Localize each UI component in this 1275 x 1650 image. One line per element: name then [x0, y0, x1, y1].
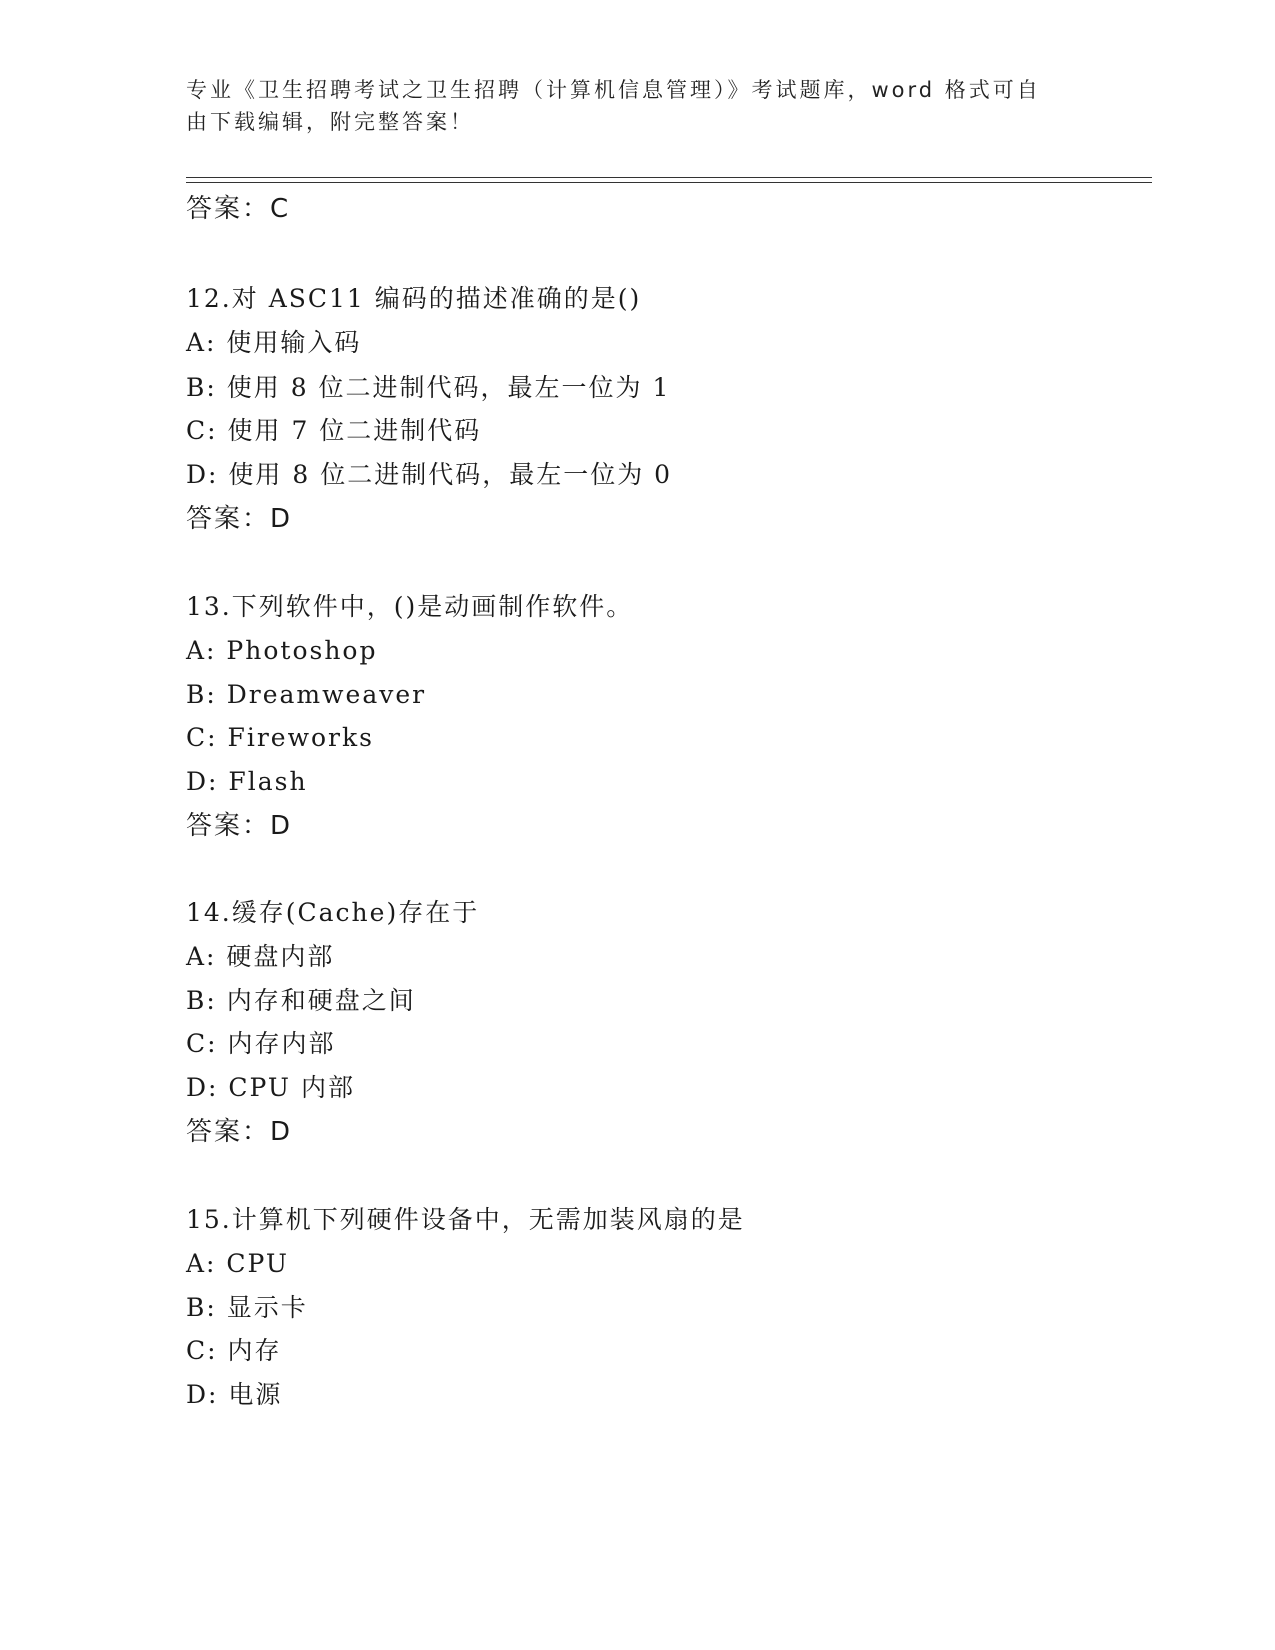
- answer-line: [186, 192, 290, 226]
- question-stem: 14.缓存(Cache)存在于: [186, 898, 480, 927]
- question-stem: 13.下列软件中，()是动画制作软件。: [186, 592, 634, 621]
- question-option: B: 内存和硬盘之间: [186, 986, 416, 1015]
- question-option: D: 电源: [186, 1380, 283, 1409]
- question-option: A: 硬盘内部: [186, 942, 335, 971]
- question-option: D: Flash: [186, 767, 308, 796]
- header-line-1: 专业《卫生招聘考试之卫生招聘（计算机信息管理）》考试题库，word 格式可自: [186, 78, 1041, 102]
- answer-line: [186, 1115, 292, 1149]
- question-option: C: 内存: [186, 1336, 282, 1365]
- header-rule-bottom: [186, 182, 1152, 183]
- answer-prefix: 答案：: [186, 811, 271, 841]
- answer-line: [186, 809, 292, 843]
- answer-value: D: [270, 811, 293, 841]
- question-stem: 15.计算机下列硬件设备中，无需加装风扇的是: [186, 1205, 745, 1234]
- question-option: C: 使用 7 位二进制代码: [186, 416, 482, 445]
- question-option: B: 显示卡: [186, 1293, 308, 1322]
- question-option: D: 使用 8 位二进制代码，最左一位为 0: [186, 460, 673, 489]
- answer-line: [186, 502, 292, 536]
- question-option: A: 使用输入码: [186, 328, 362, 357]
- question-option: D: CPU 内部: [186, 1073, 355, 1102]
- header-line-2: 由下载编辑，附完整答案！: [186, 110, 474, 134]
- document-header: [186, 74, 1066, 138]
- question-option: A: Photoshop: [186, 636, 378, 665]
- answer-prefix: 答案：: [186, 1117, 271, 1147]
- answer-prefix: 答案：: [186, 194, 271, 224]
- question-option: C: 内存内部: [186, 1029, 336, 1058]
- answer-value: D: [270, 1117, 293, 1147]
- answer-value: D: [270, 504, 293, 534]
- question-option: B: Dreamweaver: [186, 680, 427, 709]
- question-stem: 12.对 ASC11 编码的描述准确的是(): [186, 284, 642, 313]
- question-option: C: Fireworks: [186, 723, 374, 752]
- question-option: A: CPU: [186, 1249, 290, 1278]
- question-option: B: 使用 8 位二进制代码，最左一位为 1: [186, 373, 671, 402]
- header-rule-top: [186, 177, 1152, 178]
- answer-prefix: 答案：: [186, 504, 271, 534]
- answer-value: C: [270, 194, 291, 224]
